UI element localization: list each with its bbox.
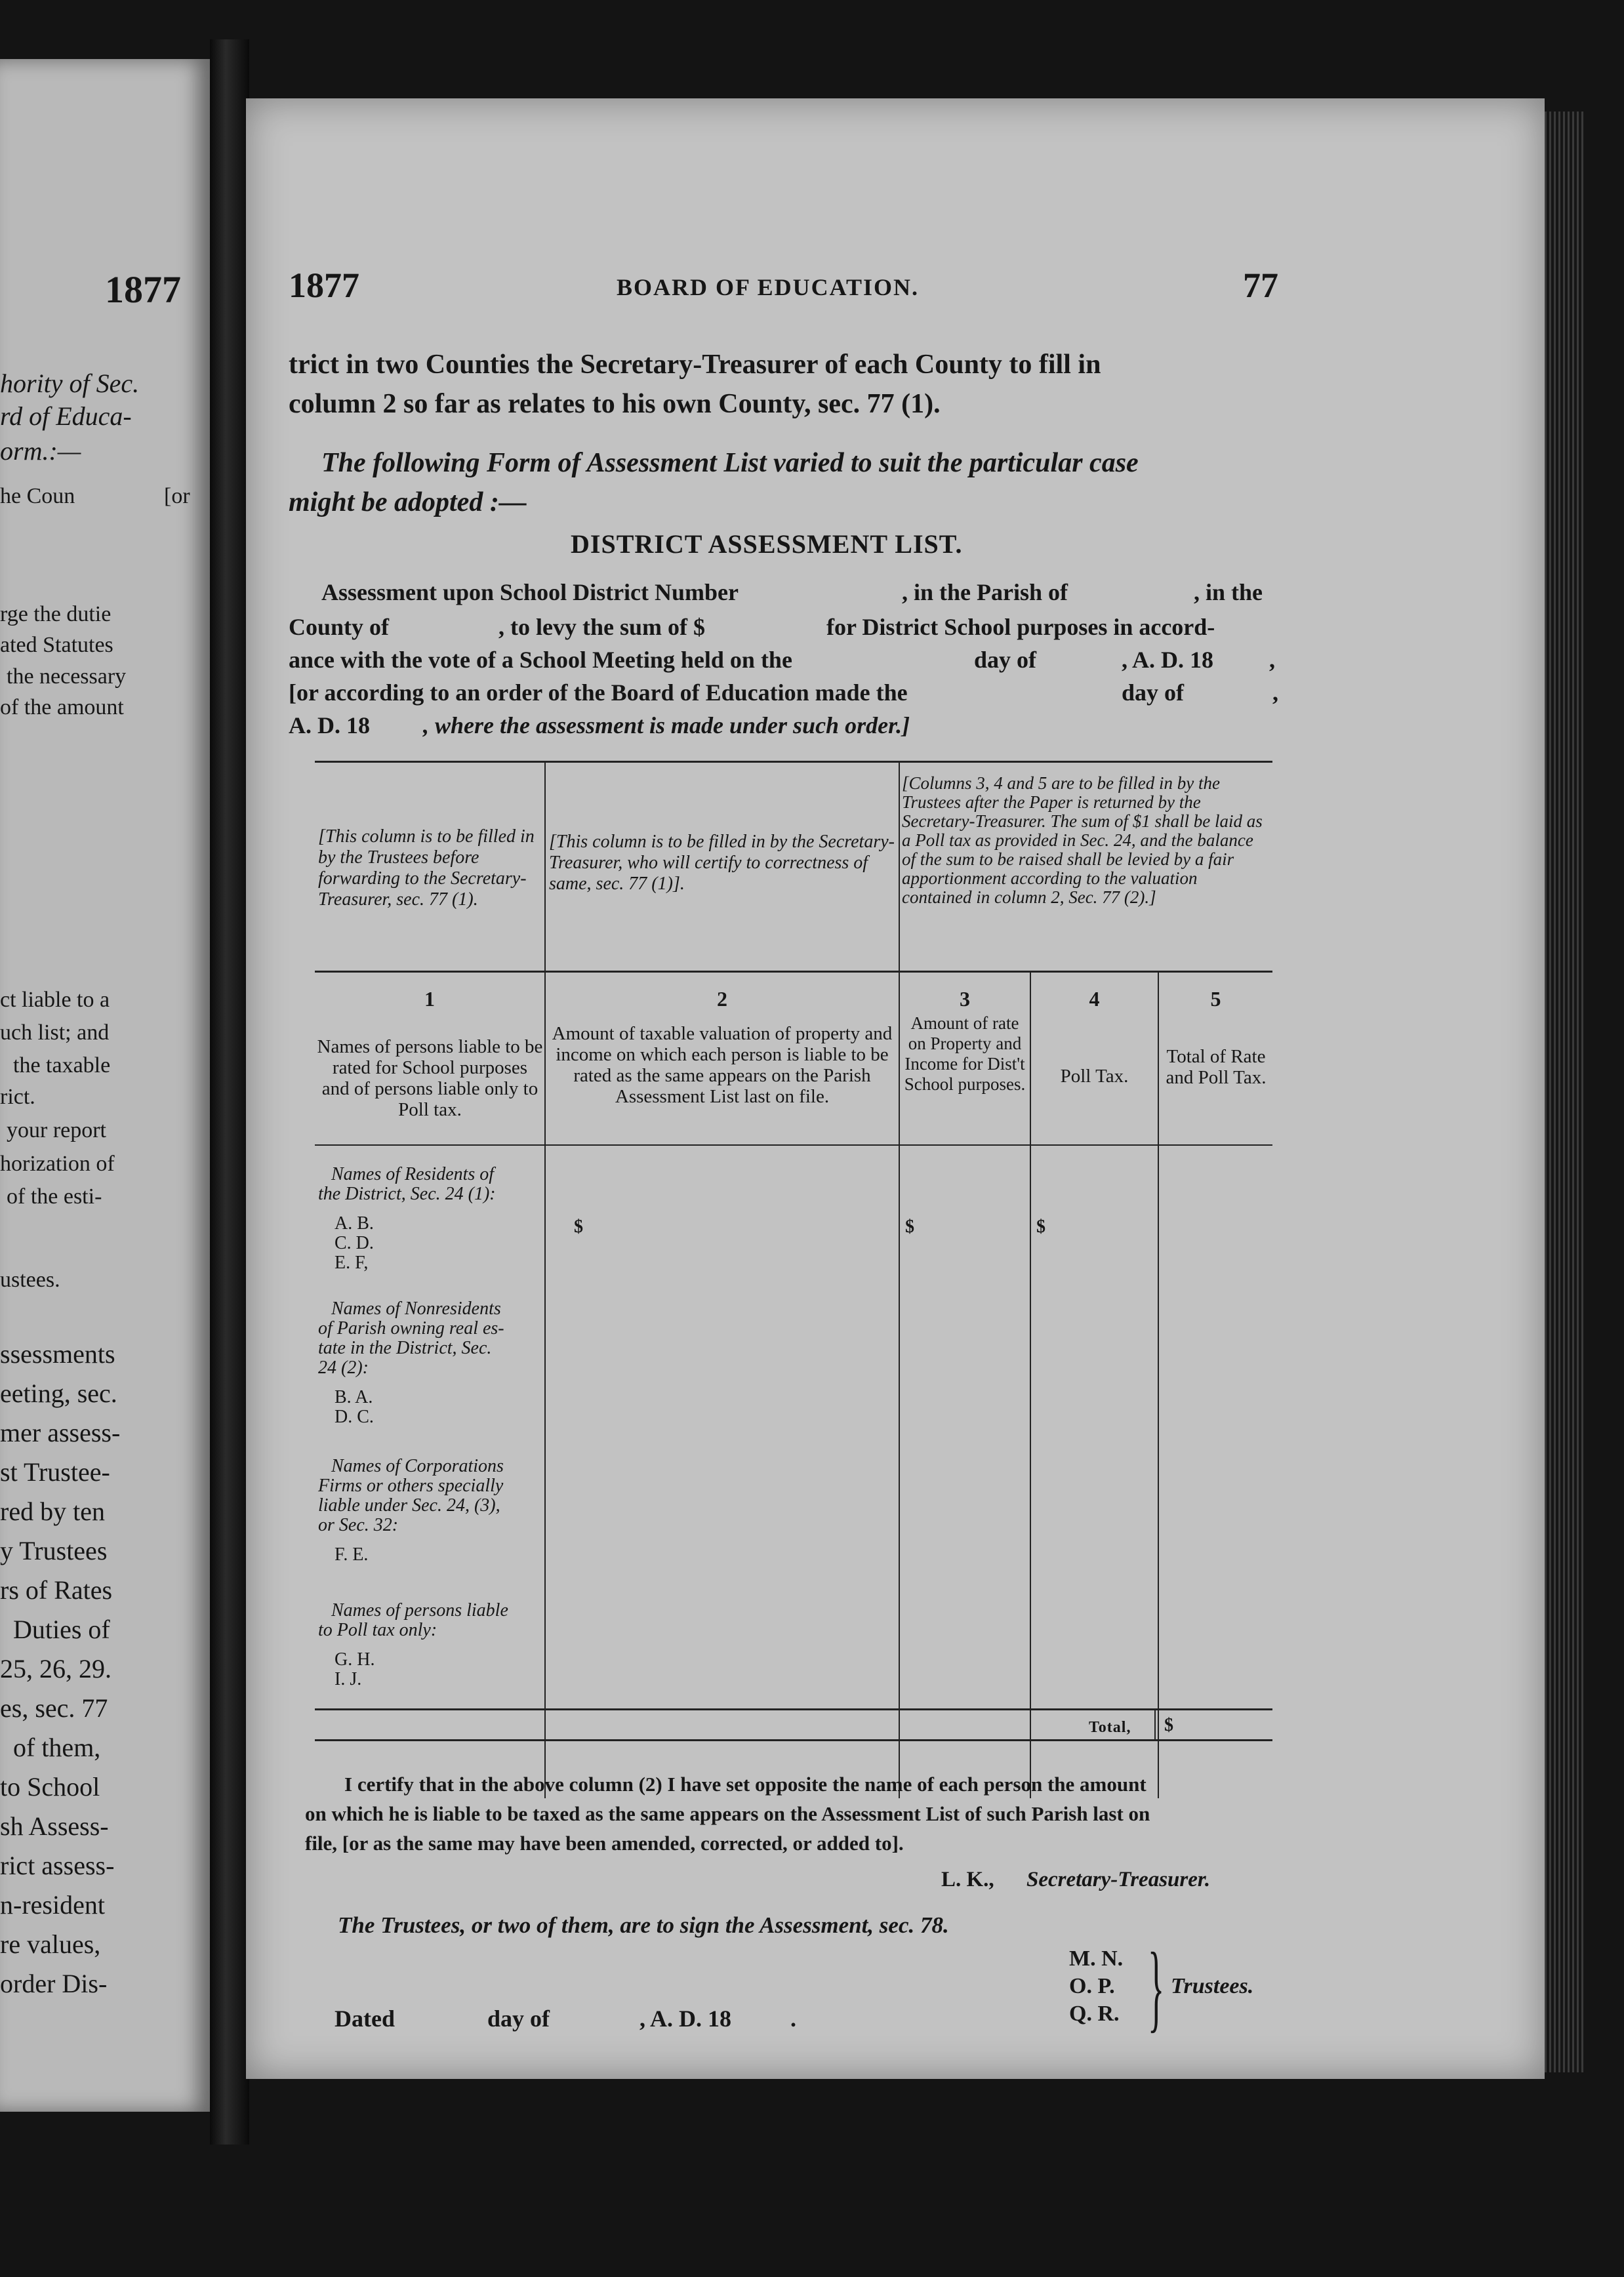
column-divider — [1158, 971, 1159, 1798]
form-intro-line-1: The following Form of Assessment List varied to suit the particular case — [321, 448, 1139, 478]
name-row: B. A. — [335, 1387, 373, 1407]
left-text-fragment: es, sec. 77 — [0, 1693, 108, 1723]
trustee-name: O. P. — [1069, 1974, 1115, 1998]
name-row: A. B. — [335, 1213, 374, 1234]
left-text-fragment: Duties of — [13, 1615, 110, 1644]
book-gutter — [210, 39, 249, 2145]
form-text: , A. D. 18 — [1122, 647, 1214, 673]
left-text-fragment: the taxable — [13, 1053, 111, 1078]
form-text: , in the — [1194, 579, 1263, 605]
form-text: ance with the vote of a School Meeting held on the — [289, 647, 792, 673]
group-heading: the District, Sec. 24 (1): — [318, 1184, 496, 1204]
left-text-fragment: y Trustees — [0, 1536, 108, 1565]
group-heading: of Parish owning real es- — [318, 1318, 504, 1339]
left-facing-page — [0, 59, 210, 2112]
trustees-note: The Trustees, or two of them, are to sign the Assessment, sec. 78. — [338, 1912, 949, 1938]
left-text-fragment: rd of Educa- — [0, 401, 132, 431]
form-text: day of — [974, 647, 1037, 673]
dollar-sign: $ — [905, 1217, 914, 1237]
form-text: , to levy the sum of $ — [498, 614, 705, 640]
column-divider — [1030, 971, 1031, 1798]
left-text-fragment: your report — [7, 1118, 107, 1142]
left-page-number: 1877 — [105, 268, 181, 311]
dollar-sign: $ — [1036, 1217, 1045, 1237]
certificate-line-2: on which he is liable to be taxed as the same appears on the Assessment List of such Parish last on — [305, 1802, 1150, 1825]
certificate-line-3: file, [or as the same may have been amended, corrected, or added to]. — [305, 1832, 904, 1855]
left-text-fragment: the necessary — [7, 664, 127, 689]
total-rule-top — [315, 1708, 1272, 1710]
column-number: 1 — [424, 987, 435, 1011]
intro-line-1: trict in two Counties the Secretary-Treasurer of each County to fill in — [289, 350, 1101, 380]
form-text: , — [1272, 679, 1278, 706]
form-text: A. D. 18 — [289, 712, 370, 738]
trustees-brace: } — [1148, 1933, 1165, 2042]
left-text-fragment: ssessments — [0, 1339, 115, 1369]
dollar-sign: $ — [574, 1217, 583, 1237]
group-heading: Names of Residents of — [331, 1164, 495, 1184]
left-text-fragment: rict assess- — [0, 1851, 115, 1880]
intro-line-2: column 2 so far as relates to his own County, sec. 77 (1). — [289, 389, 941, 419]
trustees-label: Trustees. — [1171, 1974, 1254, 1998]
total-divider — [1154, 1710, 1156, 1739]
left-text-fragment: of the esti- — [7, 1184, 102, 1209]
left-text-fragment: hority of Sec. — [0, 369, 140, 398]
column-header-4: Poll Tax. — [1060, 1066, 1129, 1087]
book-page — [246, 98, 1545, 2079]
column-divider — [544, 762, 546, 1798]
left-text-fragment: orm.:— — [0, 436, 81, 466]
name-row: F. E. — [335, 1544, 369, 1565]
left-text-fragment: ustees. — [0, 1268, 60, 1292]
left-text-fragment: of them, — [13, 1733, 101, 1762]
left-text-fragment: mer assess- — [0, 1418, 121, 1447]
name-row: D. C. — [335, 1407, 374, 1427]
left-text-fragment: he Coun — [0, 484, 75, 508]
left-text-fragment: sh Assess- — [0, 1811, 109, 1841]
form-text: day of — [1122, 679, 1185, 706]
left-text-fragment: rge the dutie — [0, 602, 112, 626]
left-text-fragment: st Trustee- — [0, 1457, 110, 1487]
table-top-rule — [315, 761, 1272, 763]
dated-label: Dated — [335, 2005, 395, 2032]
header-page-number: 77 — [1243, 266, 1278, 305]
column-number: 5 — [1210, 987, 1221, 1011]
left-text-fragment: of the amount — [0, 695, 124, 719]
signature-title: Secretary-Treasurer. — [1026, 1868, 1211, 1891]
left-text-fragment: red by ten — [0, 1497, 105, 1526]
form-text: [or according to an order of the Board of Education made the — [289, 679, 908, 706]
signature-name: L. K., — [941, 1868, 994, 1891]
trustee-name: M. N. — [1069, 1946, 1124, 1971]
name-row: G. H. — [335, 1649, 375, 1670]
total-value: $ — [1164, 1715, 1173, 1735]
group-heading: Firms or others specially — [318, 1476, 504, 1496]
group-heading: liable under Sec. 24, (3), — [318, 1495, 500, 1516]
left-text-fragment: ated Statutes — [0, 633, 113, 657]
group-heading: 24 (2): — [318, 1358, 369, 1378]
column-header-1: Names of persons liable to be rated for School purposes and of persons liable only to Poll tax. — [317, 1036, 543, 1120]
notes-bottom-rule — [315, 971, 1272, 973]
form-text: , — [1269, 647, 1275, 673]
name-row: I. J. — [335, 1669, 362, 1689]
header-year: 1877 — [289, 266, 359, 305]
group-heading: to Poll tax only: — [318, 1620, 437, 1640]
page-edges — [1545, 111, 1584, 2072]
form-text: , in the Parish of — [902, 579, 1068, 605]
left-text-fragment: ct liable to a — [0, 988, 110, 1012]
left-text-fragment: [or — [164, 484, 190, 508]
left-text-fragment: uch list; and — [0, 1020, 110, 1045]
column-divider — [899, 762, 900, 1798]
trustee-name: Q. R. — [1069, 2002, 1120, 2026]
column-header-5: Total of Rate and Poll Tax. — [1166, 1046, 1267, 1088]
left-text-fragment: re values, — [0, 1929, 101, 1959]
dated-day: day of — [487, 2005, 550, 2032]
column-header-3: Amount of rate on Property and Income for Dist't School purposes. — [904, 1013, 1026, 1094]
running-title: BOARD OF EDUCATION. — [617, 274, 920, 300]
left-text-fragment: rs of Rates — [0, 1575, 113, 1605]
form-text: County of — [289, 614, 390, 640]
group-heading: Names of Corporations — [331, 1456, 504, 1476]
total-label: Total, — [1089, 1719, 1131, 1736]
form-text: Assessment upon School District Number — [321, 579, 739, 605]
left-text-fragment: rict. — [0, 1085, 35, 1109]
left-text-fragment: eeting, sec. — [0, 1379, 117, 1408]
note-columns-3-5: [Columns 3, 4 and 5 are to be filled in by the Trustees after the Paper is returned by the Secretary-Treasurer. The sum of $1 shall be laid as a Poll tax as provided in Sec. 24, and the balance of the sum to be raised shall be levied by a fair apportionment according to the valuation contained in column 2, Sec. 77 (2).] — [902, 773, 1263, 907]
dated-period: . — [790, 2005, 796, 2032]
group-heading: Names of Nonresidents — [331, 1299, 501, 1319]
left-text-fragment: to School — [0, 1772, 100, 1802]
header-bottom-rule — [315, 1144, 1272, 1146]
form-intro-line-2: might be adopted :— — [289, 487, 527, 517]
column-number: 3 — [960, 987, 970, 1011]
group-heading: tate in the District, Sec. — [318, 1338, 492, 1358]
certificate-line-1: I certify that in the above column (2) I have set opposite the name of each person the amount — [344, 1773, 1147, 1796]
note-column-1: [This column is to be filled in by the Trustees before forwarding to the Secretary-Treasurer, sec. 77 (1). — [318, 826, 535, 910]
left-text-fragment: horization of — [0, 1152, 115, 1176]
name-row: E. F, — [335, 1253, 369, 1273]
left-text-fragment: order Dis- — [0, 1969, 108, 1998]
total-rule-bottom — [315, 1739, 1272, 1741]
column-header-2: Amount of taxable valuation of property and income on which each person is liable to be rated as the same appears on the Parish Assessment List last on file. — [552, 1023, 893, 1107]
form-title: DISTRICT ASSESSMENT LIST. — [571, 529, 963, 559]
group-heading: or Sec. 32: — [318, 1515, 399, 1535]
left-text-fragment: n-resident — [0, 1890, 105, 1920]
group-heading: Names of persons liable — [331, 1600, 508, 1621]
note-column-2: [This column is to be filled in by the Secretary-Treasurer, who will certify to correctness of same, sec. 77 (1)]. — [549, 832, 895, 894]
dated-year: , A. D. 18 — [639, 2005, 732, 2032]
left-text-fragment: 25, 26, 29. — [0, 1654, 112, 1683]
form-text: , where the assessment is made under such order.] — [423, 712, 910, 738]
form-text: for District School purposes in accord- — [826, 614, 1215, 640]
name-row: C. D. — [335, 1233, 374, 1253]
column-number: 2 — [717, 987, 727, 1011]
column-number: 4 — [1089, 987, 1100, 1011]
